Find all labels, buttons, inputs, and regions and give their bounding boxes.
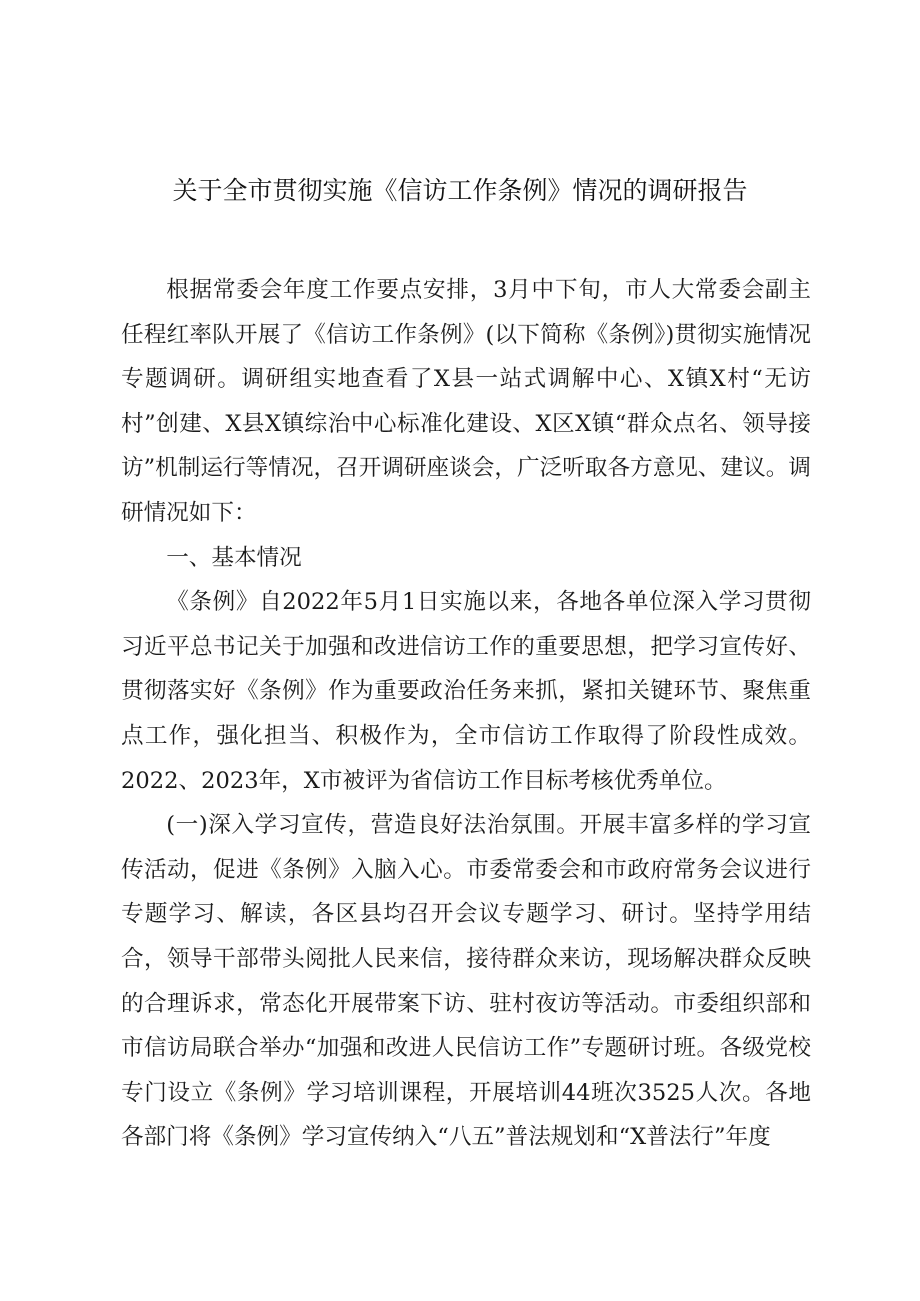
- section-heading: 一、基本情况: [166, 544, 302, 571]
- document-body: [121, 268, 811, 1160]
- basic-situation-paragraph: 《条例》自2022年5月1日实施以来，各地各单位深入学习贯彻习近平总书记关于加强和改进信访工作的重要思想，把学习宣传好、贯彻落实好《条例》作为重要政治任务来抓，紧扣关键环节、聚焦重点工作，强化担当、积极作为，全市信访工作取得了阶段性成效。2022、2023年，X市被评为省信访工作目标考核优秀单位。: [121, 589, 811, 794]
- document-title: 关于全市贯彻实施《信访工作条例》情况的调研报告: [172, 176, 748, 205]
- subsection-paragraph: (一)深入学习宣传，营造良好法治氛围。开展丰富多样的学习宣传活动，促进《条例》入脑入心。市委常委会和市政府常务会议进行专题学习、解读，各区县均召开会议专题学习、研讨。坚持学用结合，领导干部带头阅批人民来信，接待群众来访，现场解决群众反映的合理诉求，常态化开展带案下访、驻村夜访等活动。市委组织部和市信访局联合举办“加强和改进人民信访工作”专题研讨班。各级党校专门设立《条例》学习培训课程，开展培训44班次3525人次。各地各部门将《条例》学习宣传纳入“八五”普法规划和“X普法行”年度: [121, 812, 811, 1151]
- intro-paragraph: 根据常委会年度工作要点安排，3月中下旬，市人大常委会副主任程红率队开展了《信访工作条例》(以下简称《条例》)贯彻实施情况专题调研。调研组实地查看了X县一站式调解中心、X镇X村“无访村”创建、X县X镇综治中心标准化建设、X区X镇“群众点名、领导接访”机制运行等情况，召开调研座谈会，广泛听取各方意见、建议。调研情况如下：: [121, 277, 811, 526]
